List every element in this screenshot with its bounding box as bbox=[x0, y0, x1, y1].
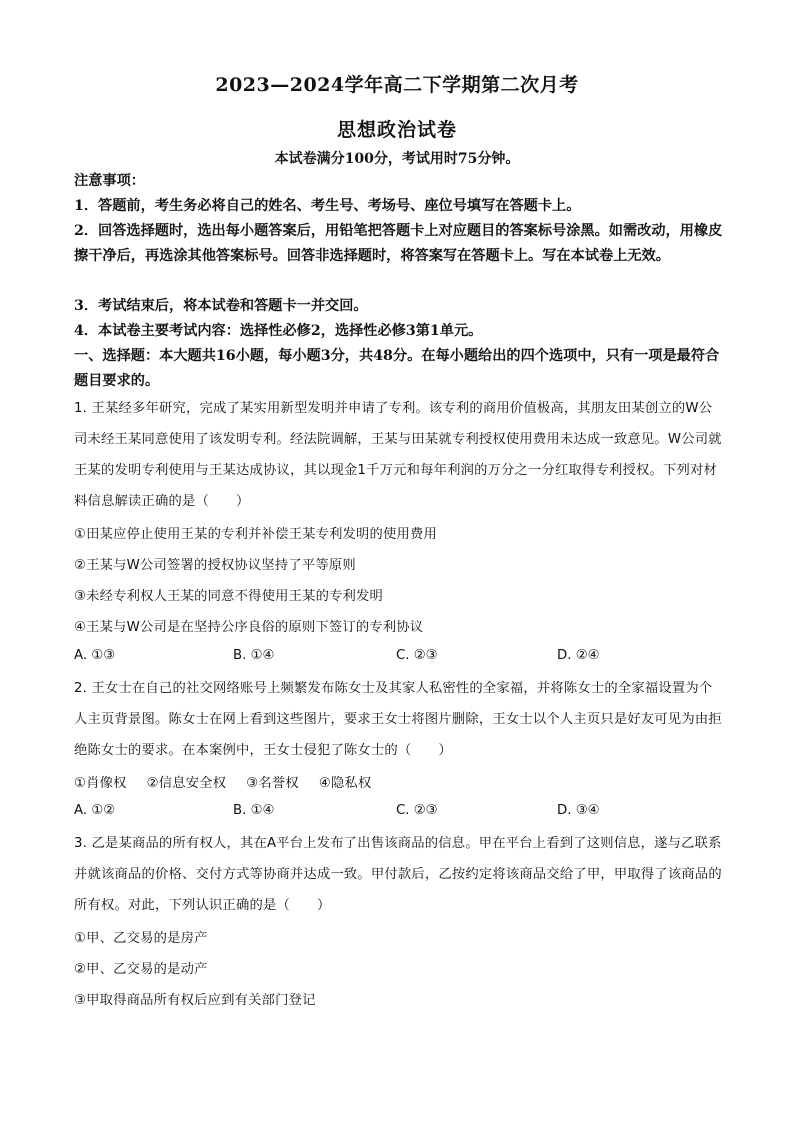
note-item-2: 2．回答选择题时，选出每小题答案后，用铅笔把答题卡上对应题目的答案标号涂黑。如需改动，用橡皮擦干净后，再选涂其他答案标号。回答非选择题时，将答案写在答题卡上。写在本试卷上无效。 bbox=[74, 223, 723, 264]
exam-title: 2023—2024学年高二下学期第二次月考 bbox=[215, 74, 579, 96]
question-2-statement-3: ③名誉权 bbox=[246, 776, 299, 791]
question-2-choice-c: C. ②③ bbox=[396, 803, 438, 818]
question-1-stem: 1. 王某经多年研究，完成了某实用新型发明并申请了专利。该专利的商用价值极高，其朋友田某创立的W公司未经王某同意使用了该发明专利。经法院调解，王某与田某就专利授权使用费用未达成一致意见。W公司就王某的发明专利使用与王某达成协议，其以现金1千万元和每年利润的万分之一分红取得专利授权。下列对材料信息解读正确的是（ ） bbox=[74, 401, 722, 509]
question-1-choice-c: C. ②③ bbox=[396, 648, 438, 663]
question-2-statement-2: ②信息安全权 bbox=[146, 776, 227, 791]
subject-title: 思想政治试卷 bbox=[336, 119, 457, 141]
question-2-choice-b: B. ①④ bbox=[233, 803, 275, 818]
question-1-statement-3: ③未经专利权人王某的同意不得使用王某的专利发明 bbox=[74, 589, 384, 604]
question-2-stem: 2. 王女士在自己的社交网络账号上频繁发布陈女士及其家人私密性的全家福，并将陈女士的全家福设置为个人主页背景图。陈女士在网上看到这些图片，要求王女士将图片删除，王女士以个人主页只是好友可见为由拒绝陈女士的要求。在本案例中，王女士侵犯了陈女士的（ ） bbox=[74, 681, 722, 758]
question-2-statement-4: ④隐私权 bbox=[318, 776, 372, 791]
note-item-4: 4．本试卷主要考试内容：选择性必修2，选择性必修3第1单元。 bbox=[74, 323, 483, 339]
notes-heading: 注意事项： bbox=[74, 173, 145, 189]
question-3-statement-2: ②甲、乙交易的是动产 bbox=[74, 962, 208, 977]
note-item-3: 3．考试结束后，将本试卷和答题卡一并交回。 bbox=[74, 298, 368, 314]
question-2-choice-a: A. ①② bbox=[74, 803, 116, 818]
question-1-statement-2: ②王某与W公司签署的授权协议坚持了平等原则 bbox=[74, 558, 356, 573]
exam-subtitle: 本试卷满分100分，考试用时75分钟。 bbox=[274, 151, 520, 167]
section-heading: 一、选择题：本大题共16小题，每小题3分，共48分。在每小题给出的四个选项中，只有一项是最符合题目要求的。 bbox=[74, 348, 720, 389]
question-2-choice-d: D. ③④ bbox=[557, 803, 600, 818]
note-item-1: 1．答题前，考生务必将自己的姓名、考生号、考场号、座位号填写在答题卡上。 bbox=[74, 198, 581, 214]
question-2-statements bbox=[74, 772, 371, 791]
question-1-statement-4: ④王某与W公司是在坚持公序良俗的原则下签订的专利协议 bbox=[74, 620, 424, 635]
question-2-statement-1: ①肖像权 bbox=[74, 776, 127, 791]
question-1-statement-1: ①田某应停止使用王某的专利并补偿王某专利发明的使用费用 bbox=[74, 527, 438, 542]
question-1-choice-b: B. ①④ bbox=[233, 648, 275, 663]
question-3-statement-1: ①甲、乙交易的是房产 bbox=[74, 931, 208, 946]
question-3-stem: 3. 乙是某商品的所有权人，其在A平台上发布了出售该商品的信息。甲在平台上看到了这则信息，遂与乙联系并就该商品的价格、交付方式等协商并达成一致。甲付款后，乙按约定将该商品交给了甲，甲取得了该商品的所有权。对此，下列认识正确的是（ ） bbox=[74, 836, 722, 913]
question-1-choice-a: A. ①③ bbox=[74, 648, 116, 663]
question-3-statement-3: ③甲取得商品所有权后应到有关部门登记 bbox=[74, 993, 316, 1008]
question-1-choice-d: D. ②④ bbox=[557, 648, 600, 663]
